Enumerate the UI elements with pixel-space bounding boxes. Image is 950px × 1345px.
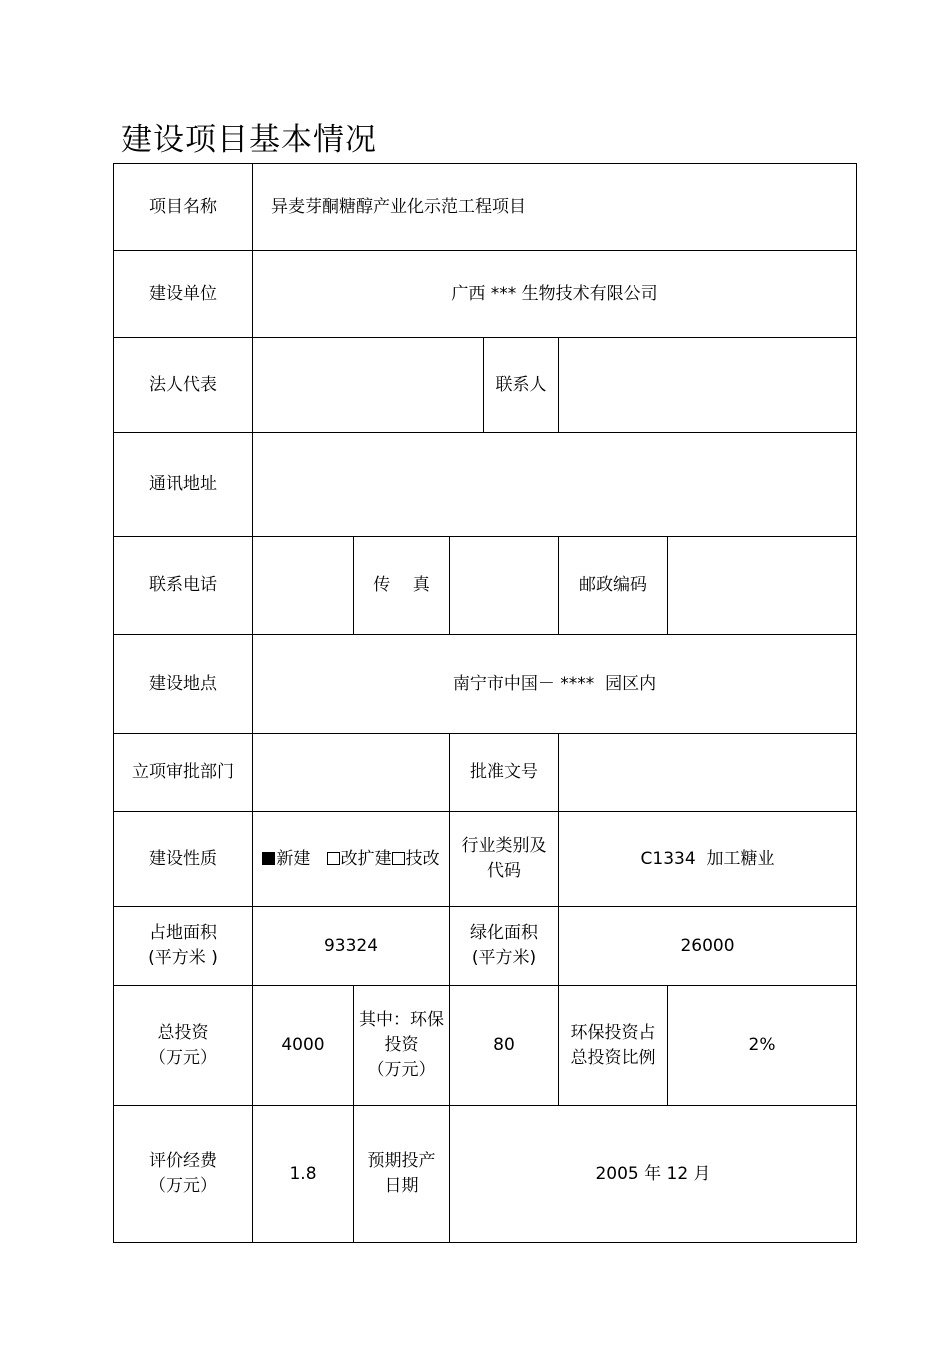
checkbox-tech[interactable] — [392, 852, 405, 865]
option-new[interactable] — [262, 849, 310, 869]
eval-cost-label-line2: （万元） — [149, 1176, 217, 1196]
option-tech-label: 技改 — [405, 848, 440, 869]
row-approval — [114, 734, 857, 812]
row-address — [114, 433, 857, 537]
checkbox-new[interactable] — [262, 852, 275, 865]
row-legal-rep — [114, 338, 857, 433]
eval-cost-label-line1: 评价经费 — [149, 1151, 217, 1171]
green-area-value[interactable]: 26000 — [559, 907, 857, 986]
env-investment-label — [354, 986, 450, 1106]
postal-code-label: 邮政编码 — [559, 537, 668, 635]
green-area-label — [450, 907, 559, 986]
address-value[interactable] — [253, 433, 857, 537]
project-name-value[interactable]: 异麦芽酮糖醇产业化示范工程项目 — [253, 164, 857, 251]
approval-dept-label: 立项审批部门 — [114, 734, 253, 812]
approval-doc-value[interactable] — [559, 734, 857, 812]
legal-rep-label: 法人代表 — [114, 338, 253, 433]
row-investment — [114, 986, 857, 1106]
nature-label: 建设性质 — [114, 812, 253, 907]
env-ratio-label — [559, 986, 668, 1106]
green-area-label-line1: 绿化面积 — [470, 923, 538, 943]
option-expand-label: 改扩建 — [340, 848, 392, 869]
land-area-label-line1: 占地面积 — [149, 923, 217, 943]
row-nature — [114, 812, 857, 907]
production-date-label-line1: 预期投产 — [367, 1151, 436, 1171]
industry-label — [450, 812, 559, 907]
legal-rep-value[interactable] — [253, 338, 484, 433]
production-date-label — [354, 1106, 450, 1243]
total-investment-value[interactable]: 4000 — [253, 986, 354, 1106]
row-cost — [114, 1106, 857, 1243]
phone-value[interactable] — [253, 537, 354, 635]
land-area-label — [114, 907, 253, 986]
address-label: 通讯地址 — [114, 433, 253, 537]
phone-label: 联系电话 — [114, 537, 253, 635]
env-ratio-value[interactable]: 2% — [668, 986, 857, 1106]
site-value[interactable]: 南宁市中国－ **** 园区内 — [253, 635, 857, 734]
env-investment-value[interactable]: 80 — [450, 986, 559, 1106]
production-date-label-line2: 日期 — [384, 1176, 419, 1196]
green-area-label-line2: (平方米) — [471, 948, 537, 968]
row-construction-unit — [114, 251, 857, 338]
fax-value[interactable] — [450, 537, 559, 635]
nature-options — [253, 812, 450, 907]
site-label: 建设地点 — [114, 635, 253, 734]
industry-value[interactable]: C1334 加工糖业 — [559, 812, 857, 907]
total-investment-label — [114, 986, 253, 1106]
project-info-table — [113, 163, 857, 1243]
contact-value[interactable] — [559, 338, 857, 433]
env-investment-label-line1: 其中：环保投资 — [359, 1010, 444, 1055]
contact-label: 联系人 — [484, 338, 559, 433]
option-tech[interactable] — [392, 849, 440, 869]
fax-label — [354, 537, 450, 635]
eval-cost-label — [114, 1106, 253, 1243]
env-ratio-label-line1: 环保投资占 — [570, 1022, 656, 1043]
approval-dept-value[interactable] — [253, 734, 450, 812]
env-ratio-label-line2: 总投资比例 — [570, 1047, 656, 1068]
total-investment-label-line2: （万元） — [149, 1047, 217, 1068]
production-date-value[interactable]: 2005 年 12 月 — [450, 1106, 857, 1243]
construction-unit-value[interactable]: 广西 *** 生物技术有限公司 — [253, 251, 857, 338]
option-new-label: 新建 — [276, 848, 311, 869]
env-investment-label-line2: （万元） — [367, 1060, 436, 1080]
checkbox-expand[interactable] — [327, 852, 340, 865]
land-area-label-line2: (平方米 ) — [148, 948, 218, 968]
postal-code-value[interactable] — [668, 537, 857, 635]
fax-label-text: 传 真 — [373, 575, 430, 595]
construction-unit-label: 建设单位 — [114, 251, 253, 338]
page-title: 建设项目基本情况 — [121, 122, 377, 158]
total-investment-label-line1: 总投资 — [157, 1022, 209, 1043]
row-phone — [114, 537, 857, 635]
row-project-name — [114, 164, 857, 251]
industry-label-line2: 代码 — [487, 861, 521, 881]
approval-doc-label: 批准文号 — [450, 734, 559, 812]
eval-cost-value[interactable]: 1.8 — [253, 1106, 354, 1243]
project-name-label: 项目名称 — [114, 164, 253, 251]
land-area-value[interactable]: 93324 — [253, 907, 450, 986]
industry-label-line1: 行业类别及 — [461, 836, 547, 856]
option-expand[interactable] — [327, 849, 392, 869]
row-site — [114, 635, 857, 734]
row-area — [114, 907, 857, 986]
